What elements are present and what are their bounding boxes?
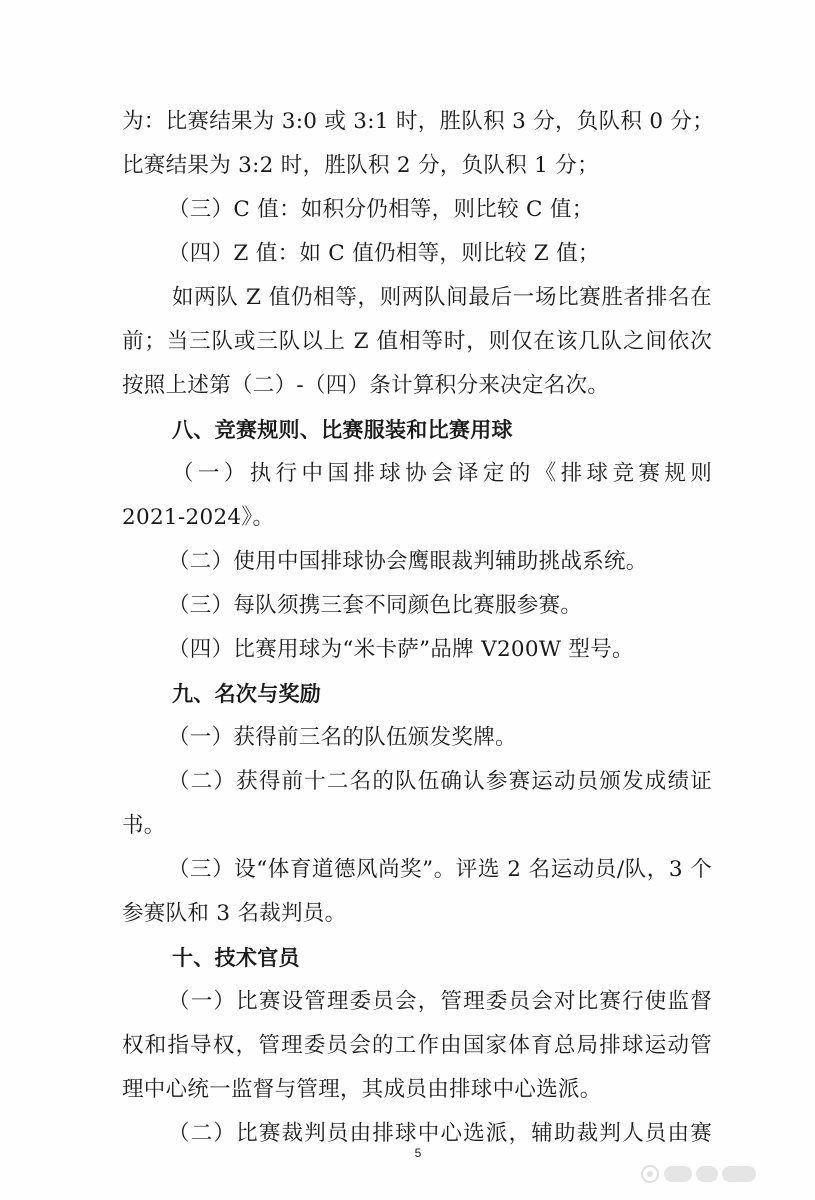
text-line: （一）获得前三名的队伍颁发奖牌。 [168, 725, 517, 750]
text-line: 比赛结果为 3:2 时，胜队积 2 分，负队积 1 分； [122, 153, 599, 178]
watermark-blob [722, 1166, 756, 1182]
text-line: 参赛队和 3 名裁判员。 [122, 901, 347, 926]
text-line: （三）设“体育道德风尚奖”。评选 2 名运动员/队，3 个 [168, 857, 712, 882]
watermark-blob [696, 1166, 718, 1182]
text-line: 前；当三队或三队以上 Z 值相等时，则仅在该几队之间依次 [122, 329, 712, 354]
text-line: （一）比赛设管理委员会，管理委员会对比赛行使监督 [168, 989, 712, 1014]
text-line: 为：比赛结果为 3:0 或 3:1 时，胜队积 3 分，负队积 0 分； [122, 109, 715, 134]
text-line: 按照上述第（二）-（四）条计算积分来决定名次。 [122, 373, 610, 398]
text-line: （四）比赛用球为“米卡萨”品牌 V200W 型号。 [168, 637, 634, 662]
text-line: 权和指导权，管理委员会的工作由国家体育总局排球运动管 [122, 1033, 712, 1058]
text-line: （二）获得前十二名的队伍确认参赛运动员颁发成绩证 [168, 769, 712, 794]
text-line: （四）Z 值：如 C 值仍相等，则比较 Z 值； [168, 241, 600, 266]
watermark [640, 1162, 770, 1186]
text-line: 如两队 Z 值仍相等，则两队间最后一场比赛胜者排名在 [172, 285, 712, 310]
text-line: 书。 [122, 813, 166, 838]
text-line: 理中心统一监督与管理，其成员由排球中心选派。 [122, 1077, 602, 1102]
text-line: （二）比赛裁判员由排球中心选派，辅助裁判人员由赛 [168, 1121, 712, 1146]
document-body [122, 100, 715, 1156]
text-line: （三）每队须携三套不同颜色比赛服参赛。 [168, 593, 583, 618]
page-number: 5 [414, 1146, 422, 1160]
section-heading: 十、技术官员 [172, 946, 300, 970]
section-heading: 九、名次与奖励 [172, 682, 322, 706]
text-line: （一）执行中国排球协会译定的《排球竞赛规则 [172, 461, 712, 486]
text-line: 2021-2024》。 [122, 505, 275, 530]
section-heading: 八、竞赛规则、比赛服装和比赛用球 [172, 418, 513, 442]
text-line: （二）使用中国排球协会鹰眼裁判辅助挑战系统。 [168, 549, 648, 574]
watermark-logo-icon [640, 1164, 660, 1184]
watermark-blob [664, 1166, 692, 1182]
text-line: （三）C 值：如积分仍相等，则比较 C 值； [168, 197, 594, 222]
